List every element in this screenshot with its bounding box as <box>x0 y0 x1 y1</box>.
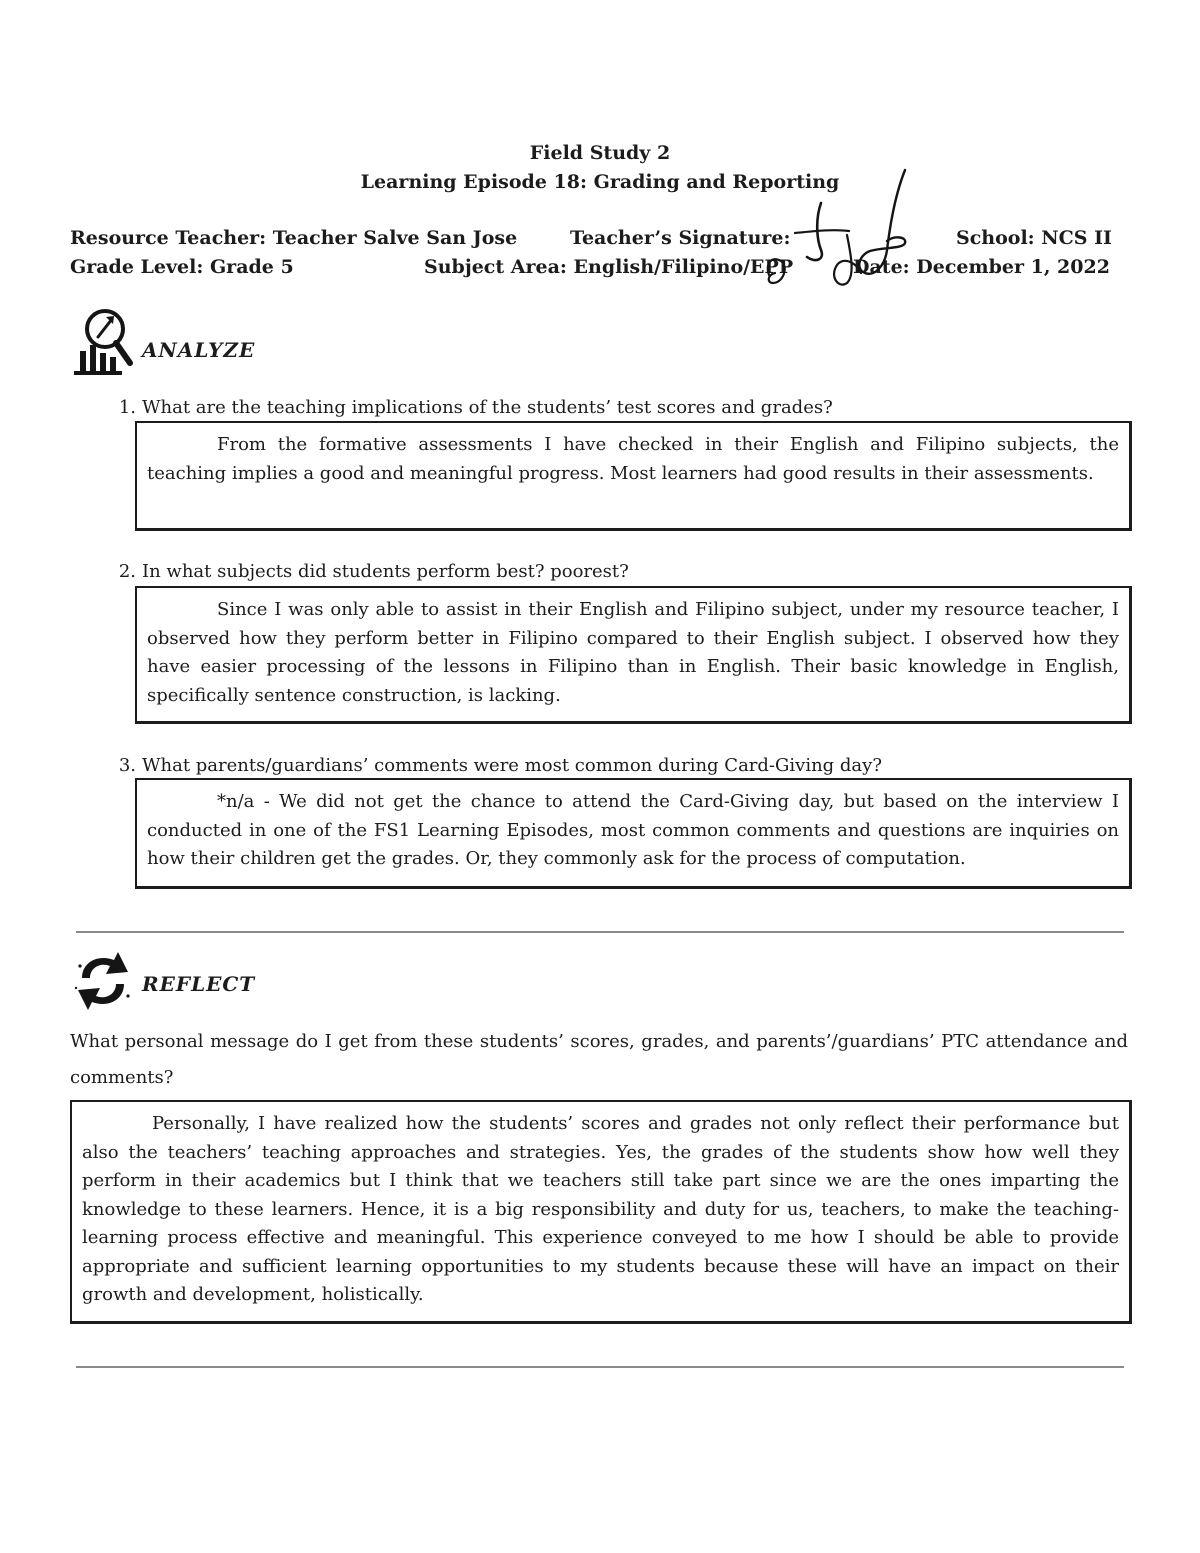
question-3 <box>100 754 882 778</box>
question-3-text: What parents/guardians’ comments were most common during Card-Giving day? <box>142 755 882 776</box>
document-title: Field Study 2 <box>529 142 671 164</box>
subject-area: Subject Area: English/Filipino/EPP <box>424 256 794 278</box>
question-2 <box>100 560 629 584</box>
reflect-label: REFLECT <box>142 972 256 996</box>
grade-level: Grade Level: Grade 5 <box>70 256 294 278</box>
reflect-question: What personal message do I get from these students’ scores, grades, and parents’/guardians’ PTC attendance and comments? <box>70 1031 1128 1088</box>
section-divider <box>76 931 1124 933</box>
signature-label: Teacher’s Signature: <box>570 227 791 249</box>
answer-3-box: *n/a - We did not get the chance to attend the Card-Giving day, but based on the interview I conducted in one of the FS1 Learning Episodes, most common comments and questions are inquiries on how their children get the grades. Or, they commonly ask for the process of computation. <box>135 778 1132 889</box>
teacher-signature <box>755 165 925 295</box>
question-1-text: What are the teaching implications of the students’ test scores and grades? <box>142 397 833 418</box>
analyze-label: ANALYZE <box>142 338 256 362</box>
school: School: NCS II <box>956 227 1112 249</box>
question-1-number: 1. <box>118 397 136 418</box>
date: Date: December 1, 2022 <box>853 256 1110 278</box>
question-3-number: 3. <box>118 755 136 776</box>
question-1 <box>100 396 833 420</box>
resource-teacher: Resource Teacher: Teacher Salve San Jose <box>70 227 518 249</box>
answer-1-box: From the formative assessments I have checked in their English and Filipino subjects, the teaching implies a good and meaningful progress. Most learners had good results in their assessments. <box>135 421 1132 531</box>
question-2-text: In what subjects did students perform best? poorest? <box>142 561 629 582</box>
reflect-answer-box: Personally, I have realized how the students’ scores and grades not only reflect their performance but also the teachers’ teaching approaches and strategies. Yes, the grades of the students show how well they perform in their academics but I think that we teachers still take part since we are the ones imparting the knowledge to these learners. Hence, it is a big responsibility and duty for us, teachers, to make the teaching-learning process effective and meaningful. This experience conveyed to me how I should be able to provide appropriate and sufficient learning opportunities to my students because these will have an impact on their growth and development, holistically. <box>70 1100 1132 1324</box>
refresh-arrows-icon <box>72 948 134 1014</box>
answer-2-box: Since I was only able to assist in their English and Filipino subject, under my resource teacher, I observed how they perform better in Filipino compared to their English subject. I observed how they have easier processing of the lessons in Filipino than in English. Their basic knowledge in English, specifically sentence construction, is lacking. <box>135 586 1132 724</box>
question-2-number: 2. <box>118 561 136 582</box>
analytics-magnifier-icon <box>72 305 134 377</box>
bottom-divider <box>76 1366 1124 1368</box>
document-subtitle: Learning Episode 18: Grading and Reporting <box>360 171 840 193</box>
